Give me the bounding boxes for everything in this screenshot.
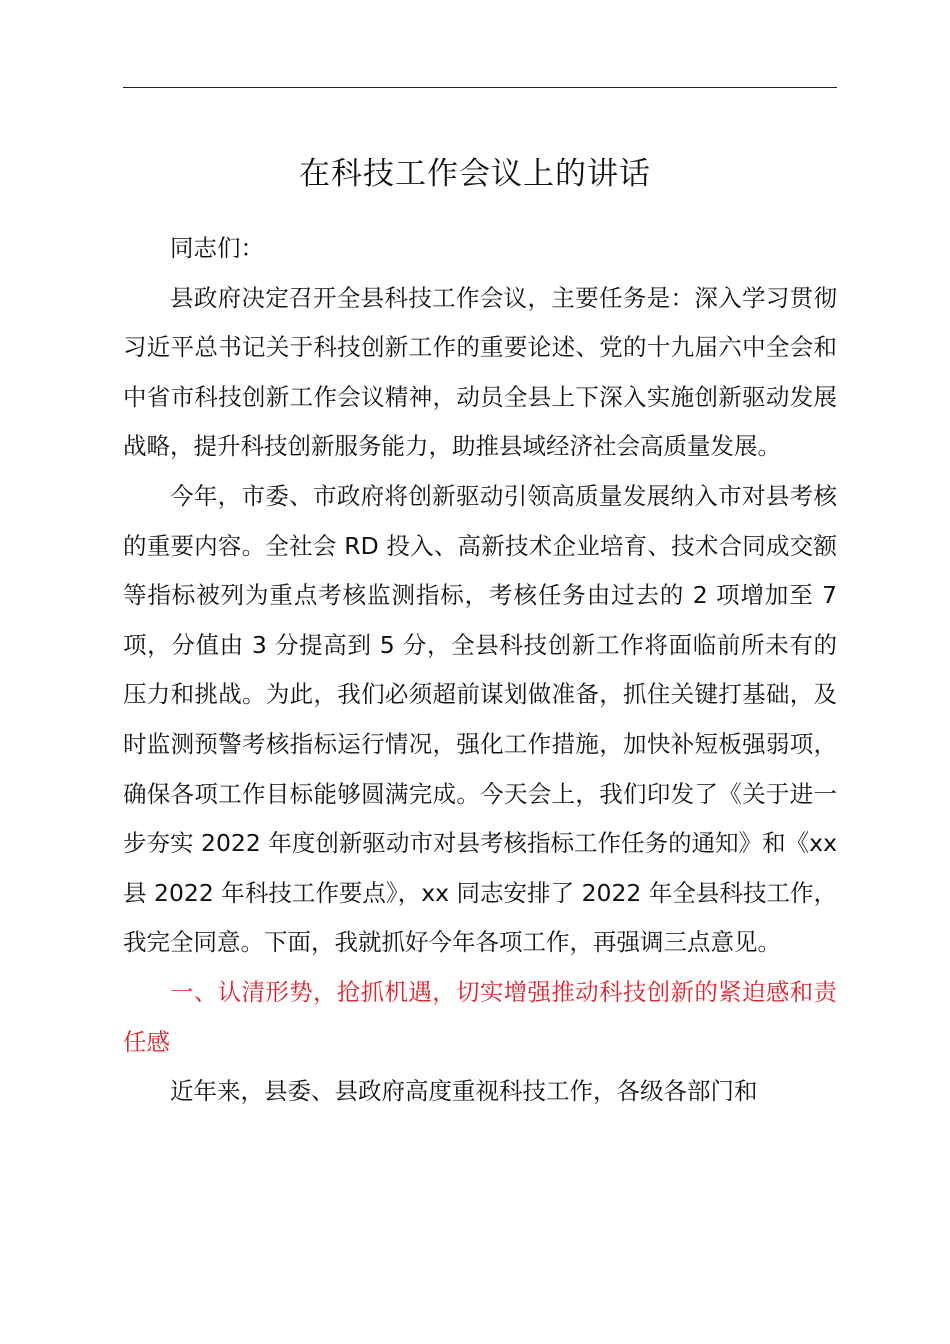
body-paragraph-1: 县政府决定召开全县科技工作会议，主要任务是：深入学习贯彻习近平总书记关于科技创新工作的重要论述、党的十九届六中全会和中省市科技创新工作会议精神，动员全县上下深入实施创新驱动发展战略，提升科技创新服务能力，助推县域经济社会高质量发展。 (123, 283, 837, 461)
section-heading-1: 一、认清形势，抢抓机遇，切实增强推动科技创新的紧迫感和责任感 (123, 977, 837, 1056)
body-paragraph-2: 今年，市委、市政府将创新驱动引领高质量发展纳入市对县考核的重要内容。全社会 RD 投入、高新技术企业培育、技术合同成交额等指标被列为重点考核监测指标，考核任务由过去的 2 项增加至 7 项，分值由 3 分提高到 5 分，全县科技创新工作将面临前所未有的压力和挑战。为此，我们必须超前谋划做准备，抓住关键打基础，及时监测预警考核指标运行情况，强化工作措施，加快补短板强弱项，确保各项工作目标能够圆满完成。今天会上，我们印发了《关于进一步夯实 2022 年度创新驱动市对县考核指标工作任务的通知》和《xx 县 2022 年科技工作要点》，xx 同志安排了 2022 年全县科技工作，我完全同意。下面，我就抓好今年各项工作，再强调三点意见。 (123, 481, 837, 957)
document-body (123, 224, 837, 1117)
body-paragraph-3: 近年来，县委、县政府高度重视科技工作，各级各部门和 (170, 1077, 758, 1106)
header-rule (123, 87, 837, 88)
document-title: 在科技工作会议上的讲话 (299, 156, 651, 192)
salutation: 同志们： (170, 234, 264, 262)
